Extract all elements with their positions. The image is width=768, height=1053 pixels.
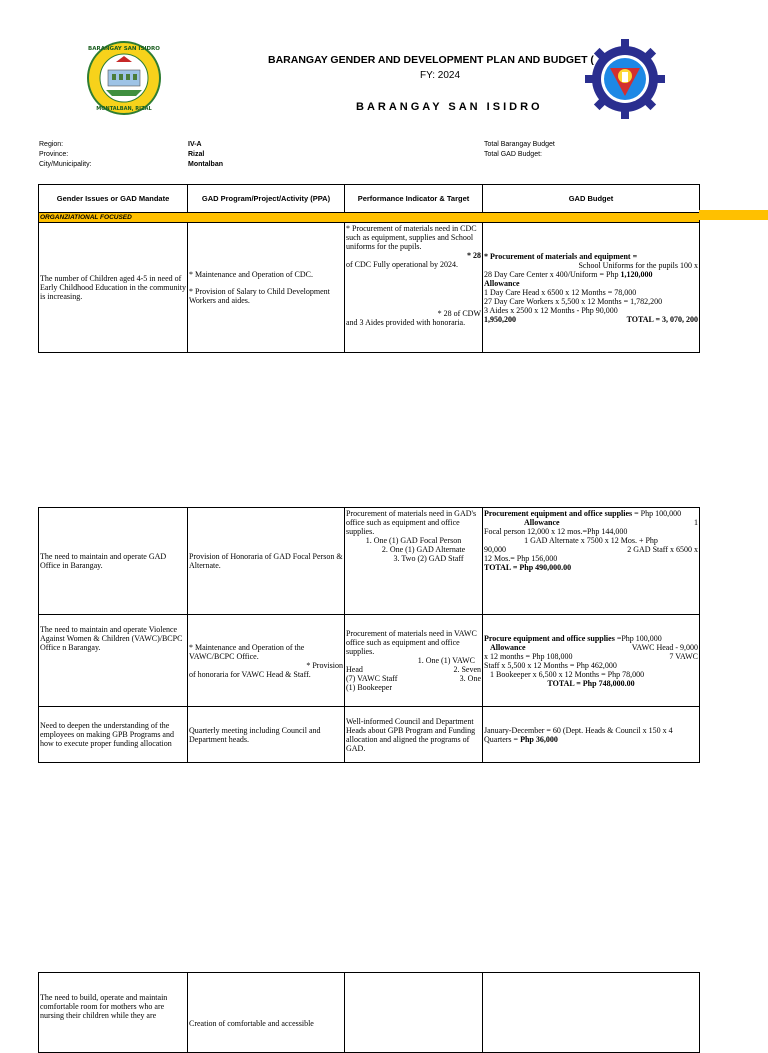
section-row	[39, 213, 700, 223]
gad-budget-cell	[483, 223, 700, 353]
ppa-cell	[188, 223, 345, 353]
budget-text: 7 VAWC	[669, 651, 698, 661]
gender-issue-cell: The number of Children aged 4-5 in need of Early Childhood Education in the community is increasing.	[39, 223, 188, 353]
budget-amount: = Php 100,000	[632, 509, 682, 518]
budget-line: School Uniforms for the pupils 100 x	[578, 260, 698, 270]
ppa-cell	[188, 615, 345, 707]
budget-line: 1 GAD Alternate x 7500 x 12 Mos. + Php	[524, 536, 658, 545]
ppa-cell: Quarterly meeting including Council and Department heads.	[188, 707, 345, 763]
budget-line: 27 Day Care Workers x 5,500 x 12 Months = 1,782,200	[484, 296, 663, 306]
pi-text: 2. Seven	[453, 665, 481, 674]
budget-subtotal: 1,950,200	[484, 314, 516, 324]
budget-amount: 1,120,000	[620, 269, 653, 279]
budget-line	[484, 643, 698, 652]
gad-plan-table	[38, 184, 700, 353]
page-title: BARANGAY GENDER AND DEVELOPMENT PLAN AND BUDGET (	[268, 54, 594, 66]
budget-line: Staff x 5,500 x 12 Months = Php 462,000	[484, 660, 617, 670]
pi-line: 3. Two (2) GAD Staff	[393, 554, 464, 563]
gad-budget-cell	[483, 973, 700, 1053]
ppa-cell: Provision of Honoraria of GAD Focal Person & Alternate.	[188, 508, 345, 615]
budget-text: 1	[694, 518, 698, 527]
gender-issue-cell: The need to build, operate and maintain comfortable room for mothers who are nursing their children while they are	[39, 973, 188, 1053]
pi-text: (7) VAWC Staff	[346, 674, 398, 683]
budget-text: 90,000	[484, 545, 506, 554]
pi-line: * 28	[467, 251, 481, 260]
column-header: GAD Program/Project/Activity (PPA)	[188, 185, 345, 213]
budget-line: 1 Day Care Head x 6500 x 12 Months = 78,000	[484, 287, 637, 297]
table-row	[39, 508, 700, 615]
ppa-line: * Provision of Salary to Child Development Workers and aides.	[189, 287, 330, 305]
table-row	[39, 615, 700, 707]
gender-issue-cell: Need to deepen the understanding of the employees on making GPB Programs and how to execute proper funding allocation	[39, 707, 188, 763]
pi-line: Procurement of materials need in VAWC office such as equipment and office supplies.	[346, 629, 477, 656]
performance-indicator-cell	[345, 615, 483, 707]
pi-line	[346, 665, 481, 674]
gad-budget-cell	[483, 707, 700, 763]
table-header-row	[39, 185, 700, 213]
budget-text: January-December = 60 (Dept. Heads & Council x 150 x 4 Quarters =	[484, 725, 673, 744]
gender-issue-cell: The need to maintain and operate Violence Against Women & Children (VAWC)/BCPC Office n Barangay.	[39, 615, 188, 707]
barangay-name: BARANGAY SAN ISIDRO	[356, 101, 543, 113]
pi-line: * 28 of CDW	[437, 309, 481, 318]
location-values	[188, 140, 223, 170]
table-row	[39, 707, 700, 763]
budget-text: Allowance	[490, 642, 526, 652]
budget-line	[484, 270, 698, 279]
budget-line	[484, 315, 698, 324]
city-value: Montalban	[188, 161, 223, 168]
budget-text: 2 GAD Staff x 6500 x	[627, 545, 698, 554]
pi-line: of CDC Fully operational by 2024.	[346, 260, 458, 269]
gender-issue-cell: The need to maintain and operate GAD Office in Barangay.	[39, 508, 188, 615]
budget-total: Php 36,000	[520, 734, 558, 744]
highlight-strip	[699, 210, 768, 220]
column-header: Gender Issues or GAD Mandate	[39, 185, 188, 213]
budget-line	[484, 652, 698, 661]
budget-text: Procurement equipment and office supplies	[484, 509, 633, 518]
pi-line: 1. One (1) VAWC	[417, 656, 475, 665]
column-header: GAD Budget	[483, 185, 700, 213]
section-label: ORGANZIATIONAL FOCUSED	[39, 213, 700, 223]
budget-total: TOTAL = 3, 070, 200	[626, 314, 698, 324]
gad-budget-cell	[483, 508, 700, 615]
gad-plan-table	[38, 972, 700, 1053]
province-label: Province:	[39, 151, 69, 158]
total-barangay-budget-label: Total Barangay Budget	[484, 141, 555, 148]
pi-line	[346, 674, 481, 683]
pi-line: (1) Bookeeper	[346, 683, 392, 692]
budget-line: 12 Mos.= Php 156,000	[484, 554, 558, 563]
budget-total: TOTAL = Php 490,000.00	[484, 563, 572, 572]
budget-text: Procure equipment and office supplies	[484, 633, 615, 643]
ppa-line: * Provision	[306, 660, 343, 670]
budget-text: 28 Day Care Center x 400/Uniform = Php	[484, 269, 621, 279]
performance-indicator-cell	[345, 508, 483, 615]
budget-line: Focal person 12,000 x 12 mos.=Php 144,000	[484, 527, 628, 536]
pi-line: 1. One (1) GAD Focal Person	[365, 536, 462, 545]
budget-text: Allowance	[524, 518, 560, 527]
gad-plan-table	[38, 507, 700, 763]
ppa-cell: Creation of comfortable and accessible	[188, 973, 345, 1053]
region-label: Region:	[39, 141, 64, 148]
table-row	[39, 223, 700, 353]
budget-labels	[484, 140, 555, 160]
budget-line	[484, 545, 698, 554]
pi-text: 3. One	[459, 674, 481, 683]
svg-text:MONTALBAN, RIZAL: MONTALBAN, RIZAL	[96, 106, 152, 112]
budget-line: 1 Bookeeper x 6,500 x 12 Months = Php 78,000	[490, 669, 645, 679]
budget-text: x 12 months = Php 108,000	[484, 651, 573, 661]
budget-line	[484, 509, 698, 518]
column-header: Performance Indicator & Target	[345, 185, 483, 213]
city-label: City/Municipality:	[39, 161, 92, 168]
table-row	[39, 973, 700, 1053]
pi-line: * Procurement of materials need in CDC such as equipment, supplies and School uniforms for the pupils.	[346, 224, 477, 251]
region-value: IV-A	[188, 141, 202, 148]
performance-indicator-cell	[345, 223, 483, 353]
budget-line	[484, 634, 698, 643]
barangay-seal-logo	[86, 40, 162, 116]
ppa-line: * Maintenance and Operation of the VAWC/BCPC Office.	[189, 642, 305, 661]
pi-line: and 3 Aides provided with honoraria.	[346, 318, 466, 327]
performance-indicator-cell: Well-informed Council and Department Heads about GPB Program and Funding allocation and aligned the programs of GAD.	[345, 707, 483, 763]
location-labels	[39, 140, 92, 170]
budget-line: 3 Aides x 2500 x 12 Months - Php 90,000	[484, 305, 618, 315]
budget-line: Allowance	[484, 278, 520, 288]
ppa-line: of honoraria for VAWC Head & Staff.	[189, 669, 311, 679]
budget-total: TOTAL = Php 748,000.00	[547, 678, 635, 688]
performance-indicator-cell	[345, 973, 483, 1053]
province-value: Rizal	[188, 151, 205, 158]
fiscal-year: FY: 2024	[420, 70, 461, 81]
gad-budget-cell	[483, 615, 700, 707]
budget-amount: =Php 100,000	[614, 633, 662, 643]
budget-text: VAWC Head - 9,000	[631, 642, 698, 652]
ppa-line: * Maintenance and Operation of CDC.	[189, 270, 313, 279]
pi-line: Procurement of materials need in GAD's office such as equipment and office supplies.	[346, 509, 477, 536]
gear-emblem-logo	[584, 38, 666, 120]
budget-line: * Procurement of materials and equipment =	[484, 251, 638, 261]
svg-text:BARANGAY SAN ISIDRO: BARANGAY SAN ISIDRO	[88, 46, 160, 52]
budget-line	[484, 518, 698, 527]
pi-line: 2. One (1) GAD Alternate	[381, 545, 466, 554]
total-gad-budget-label: Total GAD Budget:	[484, 151, 542, 158]
pi-text: Head	[346, 665, 363, 674]
